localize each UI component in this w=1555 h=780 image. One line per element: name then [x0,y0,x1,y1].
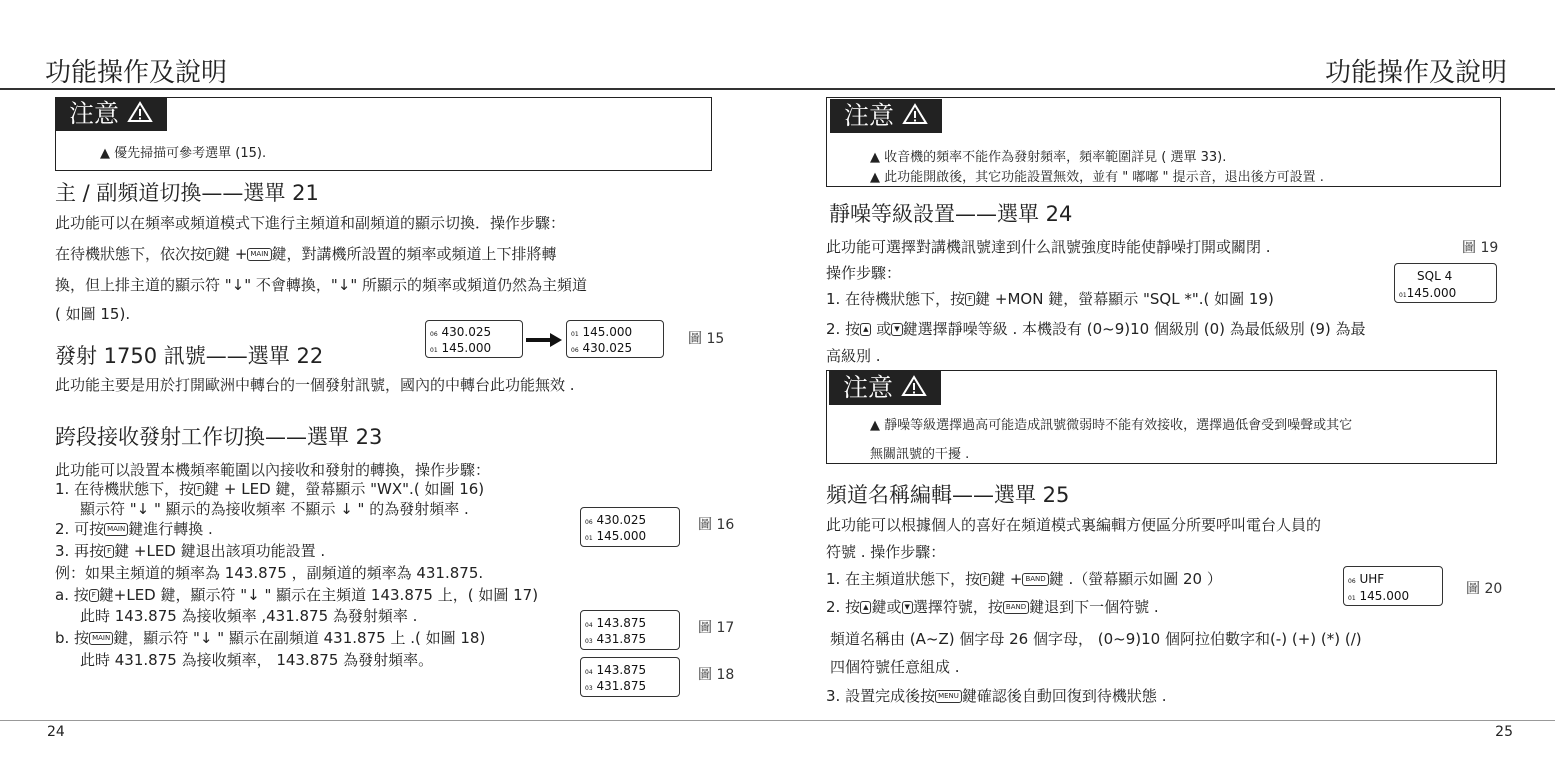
figure-17-label: 圖 17 [698,620,735,636]
section-25-title: 頻道名稱編輯——選單 25 [826,483,1070,507]
figure-20-label: 圖 20 [1466,581,1503,597]
f-key-icon: F [205,248,215,261]
s25-paragraph-2: 符號 . 操作步驟： [826,543,946,561]
s24-paragraph-4: 2. 按 ▲ 或 ▼ 鍵選擇靜噪等級 . 本機設有 (0~9)10 個級別 (0) 為最低級別 (9) 為最 [826,320,1366,338]
left-notice-tag [55,97,167,131]
s23-line-6: 例：如果主頻道的頻率為 143.875 ，副頻道的頻率為 431.875. [55,564,484,582]
arrow-right-icon [526,332,562,351]
band-key-icon: BAND [1022,573,1048,586]
s24-paragraph-5: 高級別 . [826,347,881,365]
notice-label: 注意 [844,101,895,130]
main-key-icon: MAIN [247,248,271,261]
warning-triangle-icon [902,100,928,134]
section-23-title: 跨段接收發射工作切換——選單 23 [55,425,383,449]
s23-line-8: 此時 143.875 為接收頻率 ,431.875 為發射頻率 . [80,607,418,625]
header-rule [0,88,1555,90]
right-notice1-line-2: ▲ 此功能開啟後，其它功能設置無效，並有 " 嘟嘟 " 提示音，退出後方可設置 . [870,170,1324,185]
warning-triangle-icon [127,98,153,132]
f-key-icon: F [104,545,114,558]
f-key-icon: F [194,483,204,496]
right-notice2-line-2: 無關訊號的干擾 . [870,447,970,462]
s23-line-9: b. 按 MAIN 鍵，顯示符 "↓ " 顯示在副頻道 431.875 上 .( 如圖 18) [55,629,486,647]
s23-line-1: 此功能可以設置本機頻率範圍以內接收和發射的轉換，操作步驟： [55,461,491,479]
down-arrow-key-icon: ▼ [891,323,902,336]
lcd-fig19: SQL 4 01145.000 [1394,263,1497,303]
figure-15-label: 圖 15 [688,331,725,347]
menu-key-icon: MENU [935,690,962,703]
s21-paragraph-3: 換，但上排主道的顯示符 "↓" 不會轉換，"↓" 所顯示的頻率或頻道仍然為主頻道 [55,276,588,294]
lcd-fig17: 04 143.875 03 431.875 [580,610,680,650]
s23-line-2: 1. 在待機狀態下，按 F 鍵 + LED 鍵，螢幕顯示 "WX".( 如圖 16) [55,480,485,498]
f-key-icon: F [965,293,975,306]
section-24-title: 靜噪等級設置——選單 24 [829,202,1073,226]
s23-line-7: a. 按 F 鍵+LED 鍵，顯示符 "↓ " 顯示在主頻道 143.875 上，( 如圖 17) [55,586,539,604]
main-key-icon: MAIN [104,523,128,536]
f-key-icon: F [980,573,990,586]
down-arrow-key-icon: ▼ [902,601,913,614]
left-page-header: 功能操作及說明 [45,58,228,88]
s25-paragraph-5: 頻道名稱由 (A~Z) 個字母 26 個字母， (0~9)10 個阿拉伯數字和(-) (+) (*) (/) [830,630,1362,648]
lcd-fig18: 04 143.875 03 431.875 [580,657,680,697]
right-notice-tag-2 [829,371,941,405]
lcd-fig15-before: 06 430.025 01 145.000 [425,320,523,358]
s24-paragraph-2: 操作步驟： [826,264,902,282]
s23-line-3: 顯示符 "↓ " 顯示的為接收頻率 不顯示 ↓ " 的為發射頻率 . [80,500,469,518]
figure-18-label: 圖 18 [698,667,735,683]
up-arrow-key-icon: ▲ [860,601,871,614]
lcd-fig20: 06 UHF 01 145.000 [1343,566,1443,606]
s25-paragraph-6: 四個符號任意組成 . [830,658,960,676]
right-page-header: 功能操作及說明 [1324,58,1507,88]
s21-paragraph-4: ( 如圖 15). [55,305,131,323]
warning-triangle-icon [901,372,927,406]
s25-paragraph-4: 2. 按 ▲ 鍵或 ▼ 選擇符號，按 BAND 鍵退到下一個符號 . [826,598,1159,616]
s21-paragraph-2: 在待機狀態下，依次按 F 鍵 + MAIN 鍵，對講機所設置的頻率或頻道上下排將轉 [55,245,557,263]
right-notice-tag-1 [830,99,942,133]
left-notice-text: ▲ 優先掃描可參考選單 (15). [100,146,267,161]
s24-paragraph-1: 此功能可選擇對講機訊號達到什么訊號強度時能使靜噪打開或關閉 . [826,238,1271,256]
figure-16-label: 圖 16 [698,517,735,533]
s25-paragraph-3: 1. 在主頻道狀態下，按 F 鍵 + BAND 鍵 .（螢幕顯示如圖 20 ） [826,570,1222,588]
notice-label: 注意 [843,373,894,402]
figure-19-label: 圖 19 [1462,240,1499,256]
section-22-title: 發射 1750 訊號——選單 22 [55,344,324,368]
s22-paragraph-1: 此功能主要是用於打開歐洲中轉台的一個發射訊號，國內的中轉台此功能無效 . [55,376,575,394]
footer-rule [0,720,1555,721]
s25-paragraph-1: 此功能可以根據個人的喜好在頻道模式裏編輯方便區分所要呼叫電台人員的 [826,516,1322,534]
s23-line-5: 3. 再按 F 鍵 +LED 鍵退出該項功能設置 . [55,542,326,560]
s24-paragraph-3: 1. 在待機狀態下，按 F 鍵 +MON 鍵，螢幕顯示 "SQL *".( 如圖 19) [826,290,1274,308]
lcd-fig16: 06 430.025 01 145.000 [580,507,680,547]
f-key-icon: F [89,589,99,602]
right-notice2-line-1: ▲ 靜噪等級選擇過高可能造成訊號微弱時不能有效接收，選擇過低會受到噪聲或其它 [870,418,1353,433]
up-arrow-key-icon: ▲ [860,323,871,336]
left-page-number: 24 [47,724,65,740]
main-key-icon: MAIN [89,632,113,645]
section-21-title: 主 / 副頻道切換——選單 21 [55,181,319,205]
band-key-icon: BAND [1003,601,1029,614]
s25-paragraph-7: 3. 設置完成後按 MENU 鍵確認後自動回復到待機狀態 . [826,687,1167,705]
lcd-fig15-after: 01 145.000 06 430.025 [566,320,664,358]
right-notice1-line-1: ▲ 收音機的頻率不能作為發射頻率，頻率範圍詳見 ( 選單 33). [870,150,1227,165]
s23-line-10: 此時 431.875 為接收頻率， 143.875 為發射頻率。 [80,651,434,669]
s21-paragraph-1: 此功能可以在頻率或頻道模式下進行主頻道和副頻道的顯示切換．操作步驟： [55,214,566,232]
notice-label: 注意 [69,99,120,128]
right-page-number: 25 [1495,724,1513,740]
s23-line-4: 2. 可按 MAIN 鍵進行轉換 . [55,520,213,538]
